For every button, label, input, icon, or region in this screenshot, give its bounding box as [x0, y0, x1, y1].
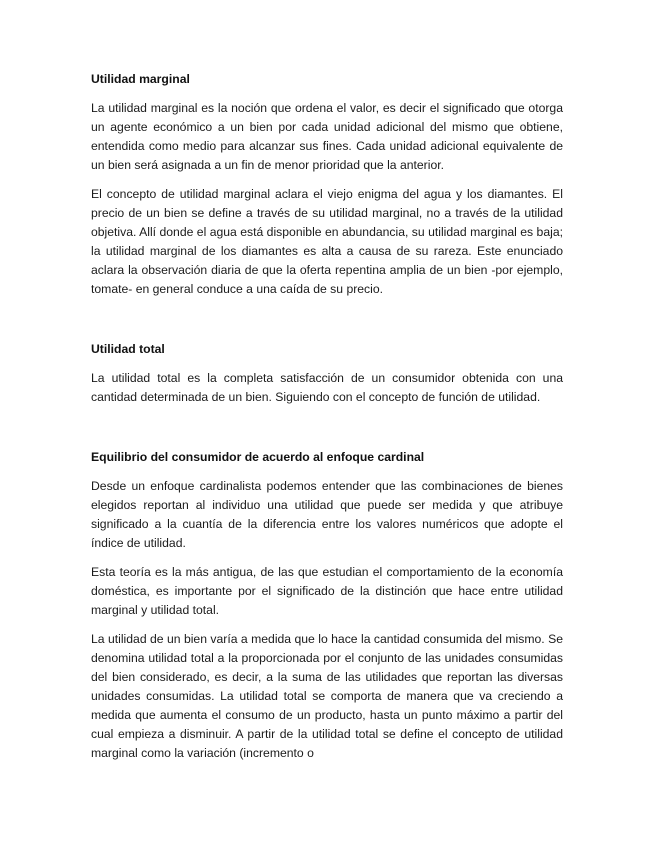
document-content [91, 70, 563, 763]
paragraph: Desde un enfoque cardinalista podemos entender que las combinaciones de bienes elegidos reportan al individuo una utilidad que puede ser medida y que atribuye significado a la cuantía de la diferencia entre los valores numéricos que adopte el índice de utilidad. [91, 479, 563, 550]
paragraph: La utilidad total es la completa satisfacción de un consumidor obtenida con una cantidad determinada de un bien. Siguiendo con el concepto de función de utilidad. [91, 371, 563, 404]
section-heading: Utilidad marginal [91, 72, 190, 86]
paragraph: El concepto de utilidad marginal aclara el viejo enigma del agua y los diamantes. El precio de un bien se define a través de su utilidad marginal, no a través de la utilidad objetiva. Allí donde el agua está disponible en abundancia, su utilidad marginal es baja; la utilidad marginal de los diamantes es alta a causa de su rareza. Este enunciado aclara la observación diaria de que la oferta repentina amplia de un bien -por ejemplo, tomate- en general conduce a una caída de su precio. [91, 187, 563, 296]
section-heading: Equilibrio del consumidor de acuerdo al enfoque cardinal [91, 450, 425, 464]
section-equilibrio-consumidor [91, 448, 563, 763]
paragraph: La utilidad marginal es la noción que ordena el valor, es decir el significado que otorga un agente económico a un bien por cada unidad adicional del mismo que obtiene, entendida como medio para alcanzar sus fines. Cada unidad adicional equivalente de un bien será asignada a un fin de menor prioridad que la anterior. [91, 101, 563, 172]
section-utilidad-marginal [91, 70, 563, 299]
section-utilidad-total [91, 340, 563, 407]
paragraph: La utilidad de un bien varía a medida que lo hace la cantidad consumida del mismo. Se denomina utilidad total a la proporcionada por el conjunto de las unidades consumidas del bien considerado, es decir, a la suma de las utilidades que reportan las diversas unidades consumidas. La utilidad total se comporta de manera que va creciendo a medida que aumenta el consumo de un producto, hasta un punto máximo a partir del cual empieza a disminuir. A partir de la utilidad total se define el concepto de utilidad marginal como la variación (incremento o [91, 632, 563, 760]
section-heading: Utilidad total [91, 342, 165, 356]
paragraph: Esta teoría es la más antigua, de las que estudian el comportamiento de la economía doméstica, es importante por el significado de la distinción que hace entre utilidad marginal y utilidad total. [91, 565, 563, 617]
